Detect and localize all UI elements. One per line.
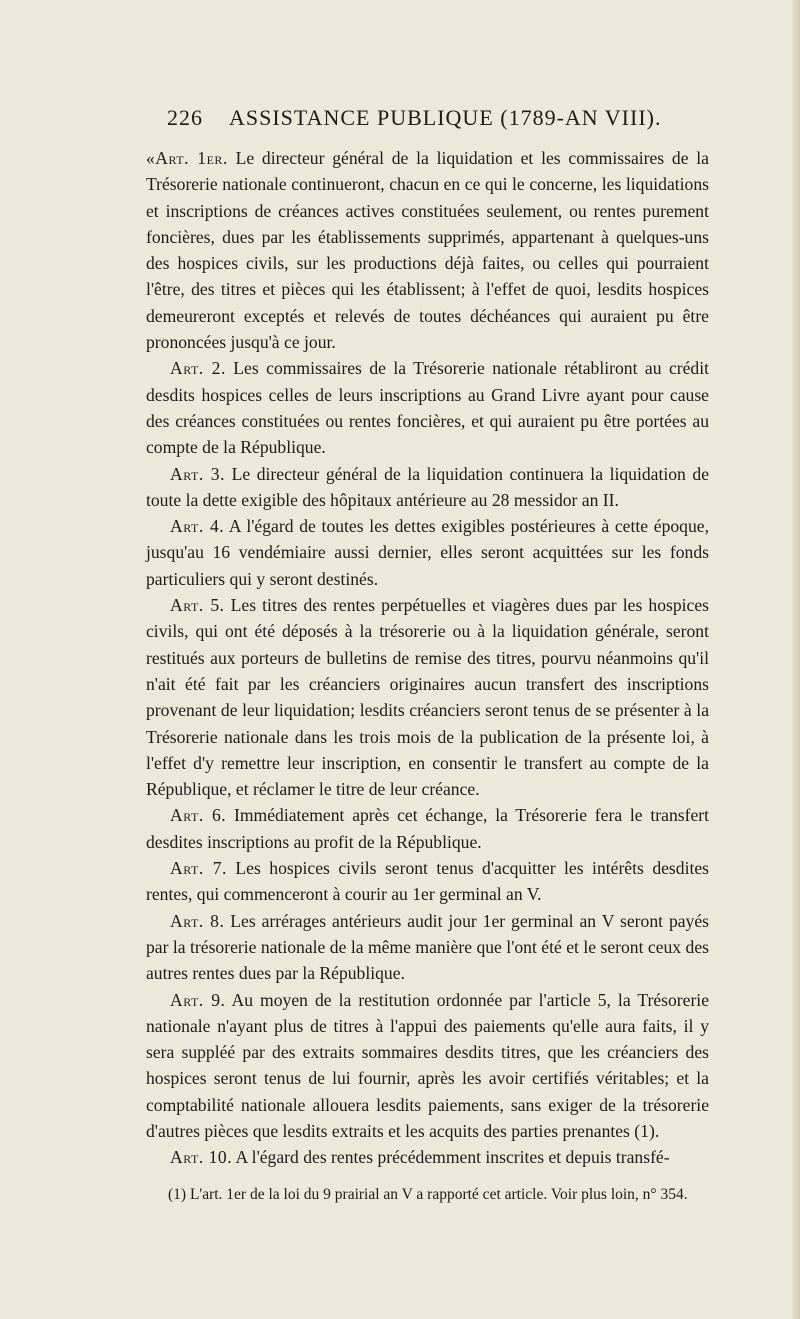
page-number: 226 [167,105,203,130]
article-3 [146,461,709,514]
article-label: «Art. 1er. [146,148,228,168]
article-label: Art. 10. [170,1147,233,1168]
article-label: Art. 5. [170,595,225,616]
article-text: Les arrérages antérieurs audit jour 1er germinal an V seront payés par la trésorerie nationale de la même manière que l'ont été et le seront ceux des autres rentes dues par la République. [146,910,710,984]
article-label: Art. 6. [170,805,227,826]
article-text: Les titres des rentes perpétuelles et viagères dues par les hospices civils, qui ont été déposés à la trésorerie ou à la liquidation générale, seront restitués aux porteurs de bulletins de remise des titres, pourvu néanmoins qu'il n'ait été fait par les créanciers originaires aucun transfert des inscriptions provenant de leur liquidation; lesdits créanciers seront tenus de se présenter à la Trésorerie nationale dans les trois mois de la publication de la présente loi, à l'effet d'y remettre leur inscription, en consentir le transfert au compte de la République, et réclamer le titre de leur créance. [146,595,710,800]
article-text: Au moyen de la restitution ordonnée par l'article 5, la Trésorerie nationale n'ayant plus de titres à l'appui des paiements qu'elle aura faits, il y sera suppléé par des extraits sommaires desdits titres, que les créanciers des hospices seront tenus de lui fournir, après les avoir certifiés véritables; et la comptabilité nationale allouera lesdits paiements, sans exiger de la trésorerie d'autres pièces que lesdits extraits et les acquits des parties prenantes (1). [146,989,709,1141]
article-text: Le directeur général de la liquidation et les commissaires de la Trésorerie nationale continueront, chacun en ce qui le concerne, les liquidations et inscriptions de créances actives constituées seulement, ou rentes purement foncières, dues par les établissements supprimés, appartenant à quelques-uns des hospices civils, sur les productions déjà faites, ou celles qui pourraient l'être, des titres et pièces qui les établissent; à l'effet de quoi, lesdits hospices demeureront exceptés et relevés de toutes déchéances qui auraient pu être prononcées jusqu'à ce jour. [146,148,709,353]
main-text [146,145,709,1171]
article-label: Art. 9. [170,989,226,1010]
article-9 [146,987,709,1145]
article-label: Art. 2. [170,358,226,379]
article-text: Les commissaires de la Trésorerie nationale rétabliront au crédit desdits hospices celles de leurs inscriptions au Grand Livre ayant pour cause des créances constituées ou rentes foncières, et qui auraient pu être portées au compte de la République. [146,358,709,458]
article-text: A l'égard de toutes les dettes exigibles postérieures à cette époque, jusqu'au 16 vendémiaire aussi dernier, elles seront acquittées sur les fonds particuliers qui y seront destinés. [146,516,709,589]
article-label: Art. 4. [170,516,225,537]
article-text: Le directeur général de la liquidation continuera la liquidation de toute la dette exigible des hôpitaux antérieure au 28 messidor an II. [146,463,710,510]
article-label: Art. 8. [170,910,225,931]
article-5 [146,592,709,802]
article-7 [146,855,709,908]
footnote-text: (1) L'art. 1er de la loi du 9 prairial an V a rapporté cet article. Voir plus loin, n° 354. [168,1186,688,1203]
article-2 [146,355,709,460]
article-label: Art. 7. [170,858,227,879]
article-text: A l'égard des rentes précédemment inscrites et depuis transfé- [235,1147,670,1168]
article-8 [146,908,709,987]
running-header [167,105,707,131]
footnote [146,1184,709,1206]
article-label: Art. 3. [170,463,225,484]
article-1 [146,145,709,355]
article-6 [146,802,709,855]
article-4 [146,513,709,592]
article-text: Les hospices civils seront tenus d'acquitter les intérêts desdites rentes, qui commenceront à courir au 1er germinal an V. [146,858,710,905]
page-edge-shadow [792,0,800,1319]
running-title: ASSISTANCE PUBLIQUE (1789-AN VIII). [229,105,662,130]
article-10 [146,1144,709,1170]
article-text: Immédiatement après cet échange, la Trésorerie fera le transfert desdites inscriptions au profit de la République. [146,805,710,852]
